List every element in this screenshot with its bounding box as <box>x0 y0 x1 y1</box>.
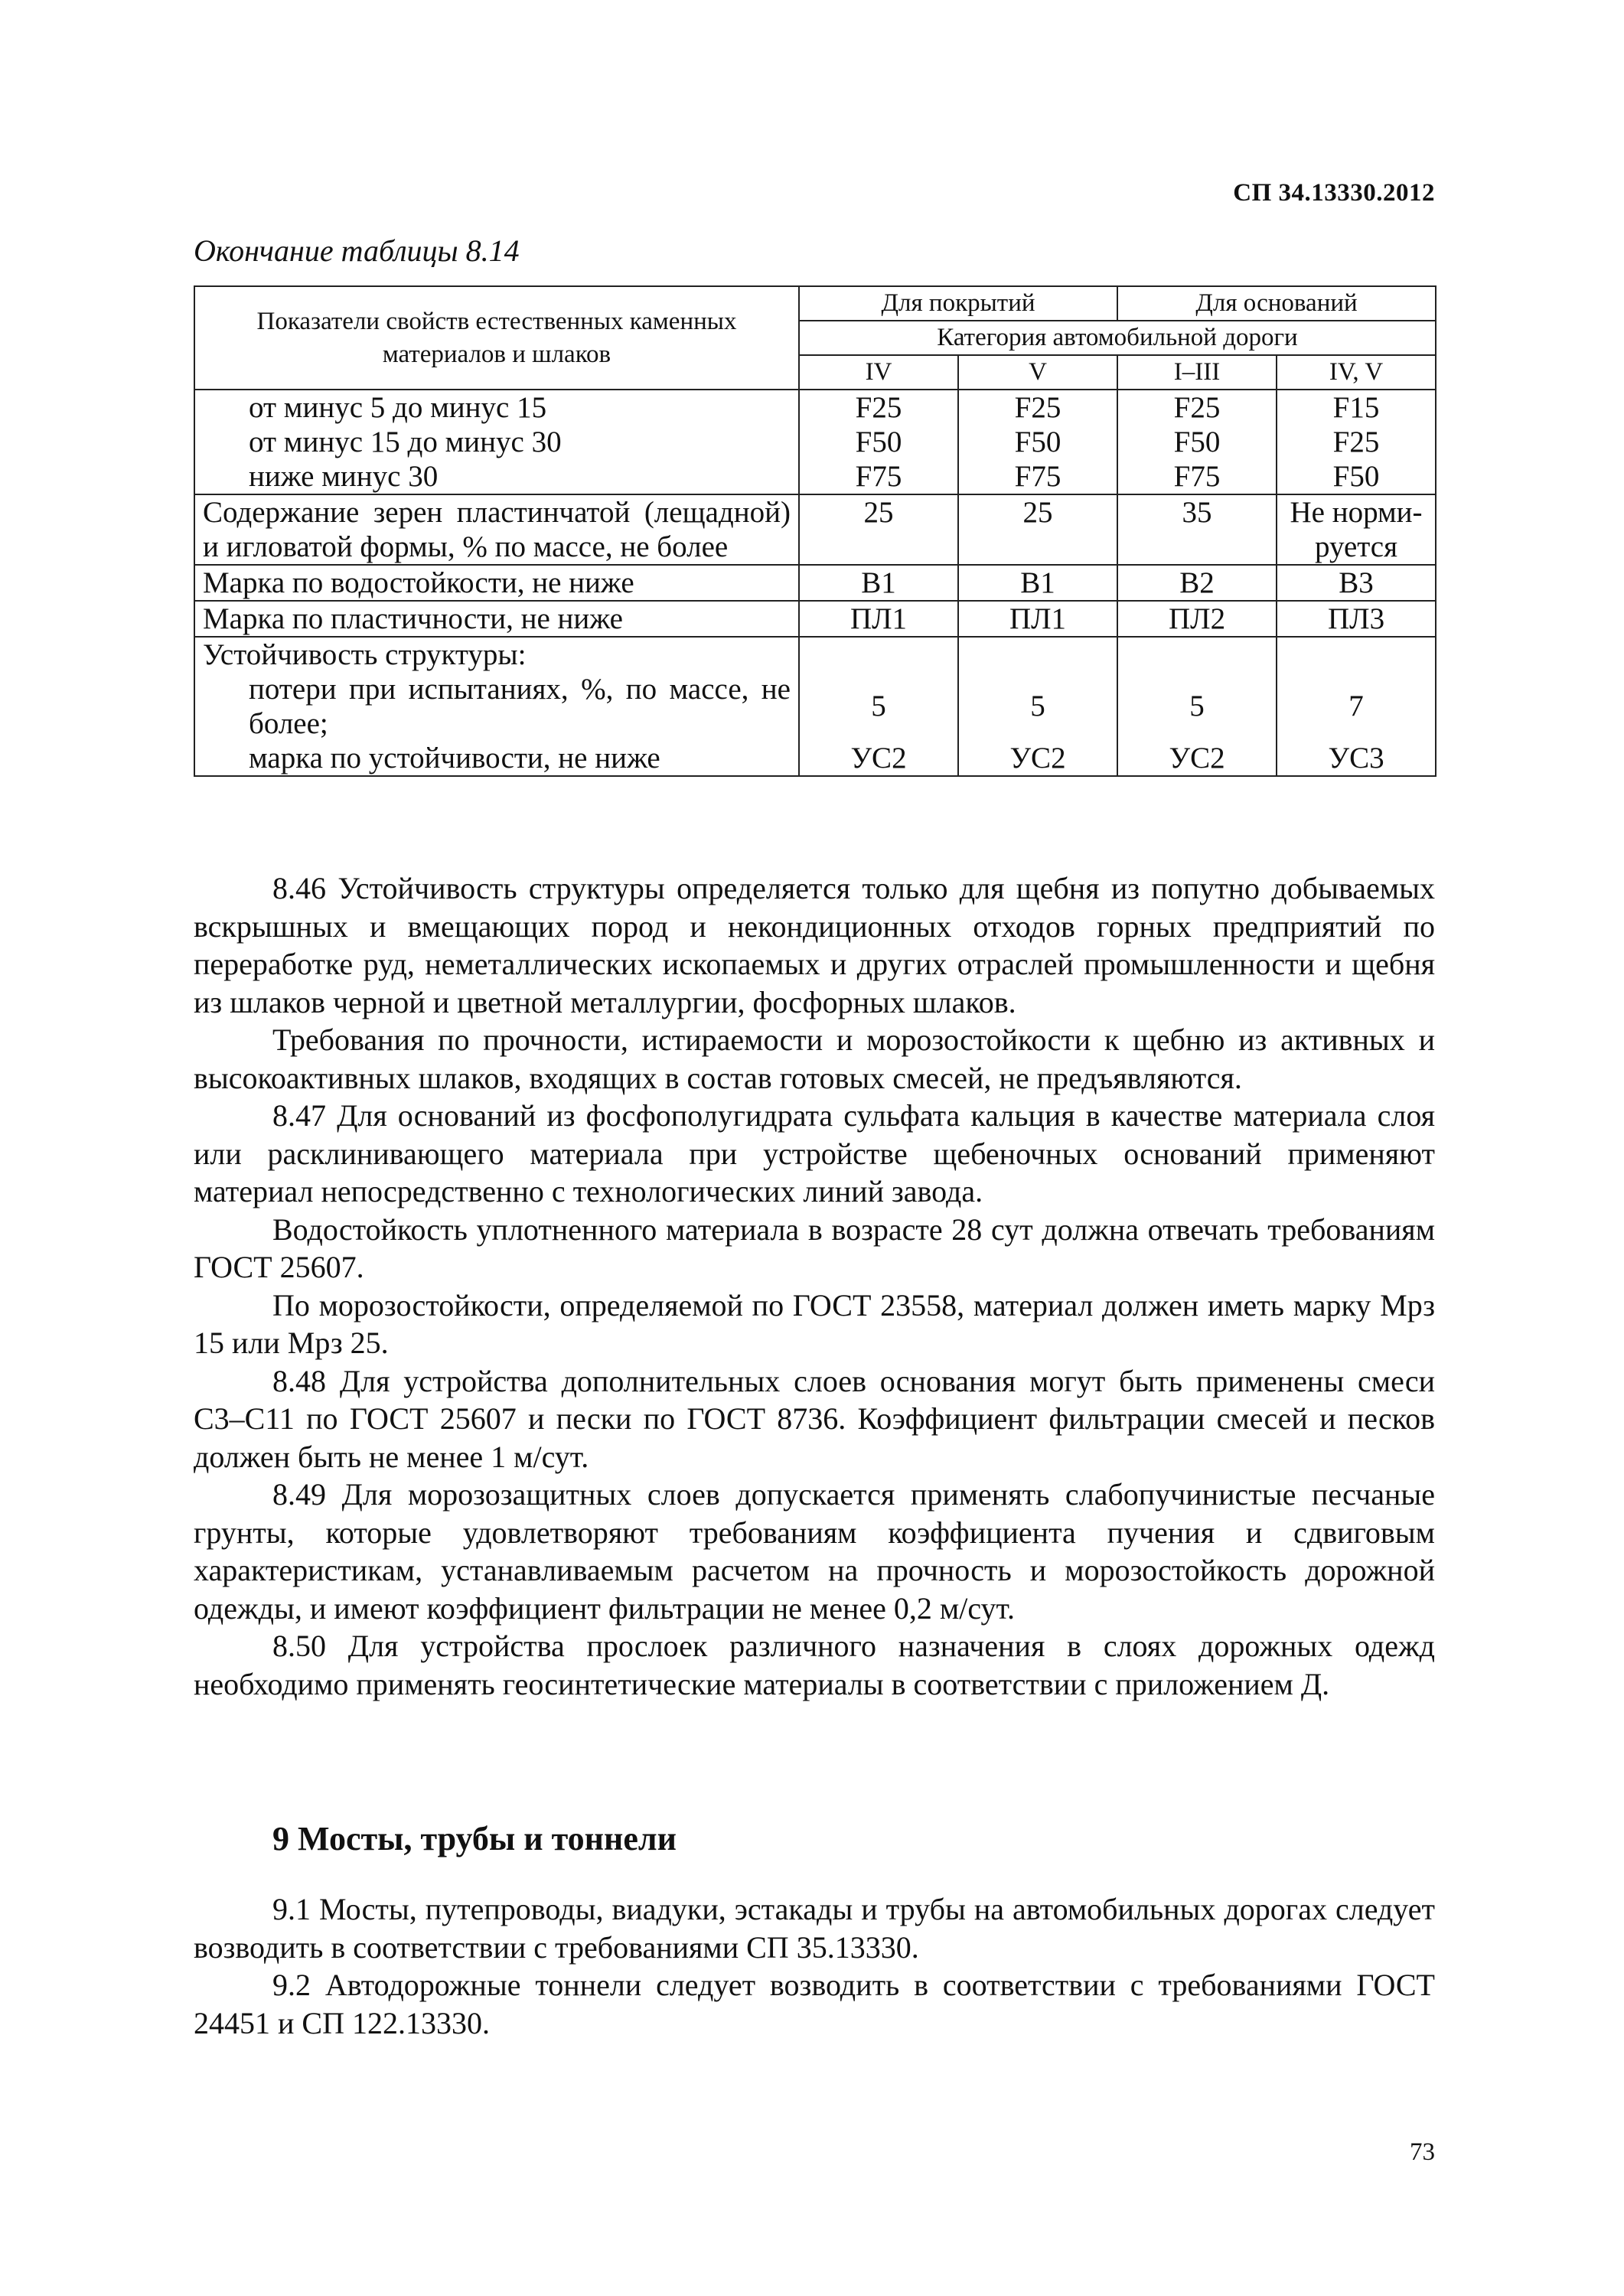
plastic-label: Марка по пластичности, не ниже <box>194 601 799 637</box>
table-cell: УС3 <box>1328 742 1384 775</box>
table-cell: F15 <box>1332 391 1380 424</box>
section-body <box>194 1890 1435 2042</box>
table-row-plastic <box>194 601 1436 637</box>
table-cell: УС2 <box>1009 742 1066 775</box>
table-cell: В1 <box>958 565 1117 601</box>
frost-label: от минус 5 до минус 15 <box>249 391 547 424</box>
table-cell: F25 <box>1332 426 1380 458</box>
paragraph: 8.46 Устойчивость структуры определяется только для щебня из попутно добываемых вскрышных и вмещающих пород и некондиционных отходов горных предприятий по переработке руд, неметаллических ископаемых и других отраслей промышленности и щебня из шлаков черной и цветной металлургии, фосфорных шлаков. <box>194 871 1435 1019</box>
paragraph: 9.1 Мосты, путепроводы, виадуки, эстакады и трубы на автомобильных дорогах следует возводить в соответствии с требованиями СП 35.13330. <box>194 1892 1435 1965</box>
table-cell: 25 <box>799 494 958 565</box>
paragraph: Водостойкость уплотненного материала в возрасте 28 сут должна отвечать требованиям ГОСТ 25607. <box>194 1212 1435 1284</box>
paragraph: Требования по прочности, истираемости и морозостойкости к щебню из активных и высокоактивных шлаков, входящих в состав готовых смесей, не предъявляются. <box>194 1022 1435 1095</box>
table-cell: F50 <box>1014 426 1061 458</box>
table-row-flaky <box>194 494 1436 565</box>
table-cell: 5 <box>1189 690 1205 722</box>
table-cell: В1 <box>799 565 958 601</box>
properties-table <box>194 285 1436 777</box>
table-cell: F25 <box>1173 391 1221 424</box>
paragraph: 8.50 Для устройства прослоек различного назначения в слоях дорожных одежд необходимо применять геосинтетические материалы в соответствии с приложением Д. <box>194 1629 1435 1701</box>
stability-col-4 <box>1277 637 1436 776</box>
table-cell: 25 <box>958 494 1117 565</box>
frost-label: ниже минус 30 <box>249 460 439 493</box>
table-cell: В2 <box>1117 565 1277 601</box>
table-cell: ПЛ3 <box>1277 601 1436 637</box>
table-cell: F25 <box>1014 391 1061 424</box>
table-cell: 5 <box>1030 690 1045 722</box>
category-col-3: I–III <box>1117 355 1277 390</box>
stability-title: Устойчивость структуры: <box>203 638 527 671</box>
paragraph: По морозостойкости, определяемой по ГОСТ 23558, материал должен иметь марку Мрз 15 или Мрз 25. <box>194 1287 1435 1360</box>
table-row-stability <box>194 637 1436 776</box>
table-cell: F75 <box>855 460 902 493</box>
body-text <box>194 869 1435 1703</box>
table-cell: F50 <box>855 426 902 458</box>
paragraph: 8.48 Для устройства дополнительных слоев основания могут быть применены смеси С3–С11 по ГОСТ 25607 и пески по ГОСТ 8736. Коэффициент фильтрации смесей и песков должен быть не менее 1 м/сут. <box>194 1363 1435 1474</box>
table-cell: F75 <box>1173 460 1221 493</box>
category-col-2: V <box>958 355 1117 390</box>
stability-col-3 <box>1117 637 1277 776</box>
water-label: Марка по водостойкости, не ниже <box>194 565 799 601</box>
table-cell: 7 <box>1348 690 1364 722</box>
table-cell: УС2 <box>850 742 907 775</box>
group-header-coatings: Для покрытий <box>799 286 1117 321</box>
frost-label: от минус 15 до минус 30 <box>249 426 562 458</box>
not-normed-cell <box>1277 494 1436 565</box>
not-normed-line: Не норми- <box>1290 496 1423 529</box>
paragraph: 9.2 Автодорожные тоннели следует возводить в соответствии с требованиями ГОСТ 24451 и СП 122.13330. <box>194 1968 1435 2040</box>
table-cell: ПЛ2 <box>1117 601 1277 637</box>
table-cell: F75 <box>1014 460 1061 493</box>
table-caption: Окончание таблицы 8.14 <box>194 233 520 268</box>
stability-grade-label: марка по устойчивости, не ниже <box>249 742 660 775</box>
table-cell: ПЛ1 <box>958 601 1117 637</box>
frost-col-1 <box>799 390 958 494</box>
category-col-1: IV <box>799 355 958 390</box>
column-header-properties: Показатели свойств естественных каменных материалов и шлаков <box>194 286 799 390</box>
section-title: 9 Мосты, трубы и тоннели <box>272 1820 677 1857</box>
stability-labels <box>194 637 799 776</box>
table-cell: 5 <box>871 690 886 722</box>
stability-loss-label: потери при испытаниях, %, по массе, не более; <box>249 673 791 740</box>
frost-col-2 <box>958 390 1117 494</box>
flaky-label: Содержание зерен пластинчатой (лещадной) и игловатой формы, % по массе, не более <box>194 494 799 565</box>
frost-col-4 <box>1277 390 1436 494</box>
not-normed-line: руется <box>1314 530 1398 563</box>
document-code: СП 34.13330.2012 <box>1233 179 1435 207</box>
table-row-frost <box>194 390 1436 494</box>
page-number: 73 <box>1410 2138 1435 2166</box>
table-row-water <box>194 565 1436 601</box>
category-col-4: IV, V <box>1277 355 1436 390</box>
stability-col-1 <box>799 637 958 776</box>
paragraph: 8.49 Для морозозащитных слоев допускается применять слабопучинистые песчаные грунты, которые удовлетворяют требованиям коэффициента пучения и сдвиговым характеристикам, устанавливаемым расчетом на прочность и морозостойкость дорожной одежды, и имеют коэффициент фильтрации не менее 0,2 м/сут. <box>194 1477 1435 1626</box>
table-cell: 35 <box>1117 494 1277 565</box>
group-header-bases: Для оснований <box>1117 286 1436 321</box>
frost-labels <box>194 390 799 494</box>
table-cell: УС2 <box>1169 742 1225 775</box>
stability-col-2 <box>958 637 1117 776</box>
table-cell: В3 <box>1277 565 1436 601</box>
category-header: Категория автомобильной дороги <box>799 321 1436 355</box>
table-cell: F25 <box>855 391 902 424</box>
table-cell: ПЛ1 <box>799 601 958 637</box>
frost-col-3 <box>1117 390 1277 494</box>
table-cell: F50 <box>1332 460 1380 493</box>
table-cell: F50 <box>1173 426 1221 458</box>
paragraph: 8.47 Для оснований из фосфополугидрата сульфата кальция в качестве материала слоя или расклинивающего материала при устройстве щебеночных оснований применяют материал непосредственно с технологических линий завода. <box>194 1098 1435 1208</box>
